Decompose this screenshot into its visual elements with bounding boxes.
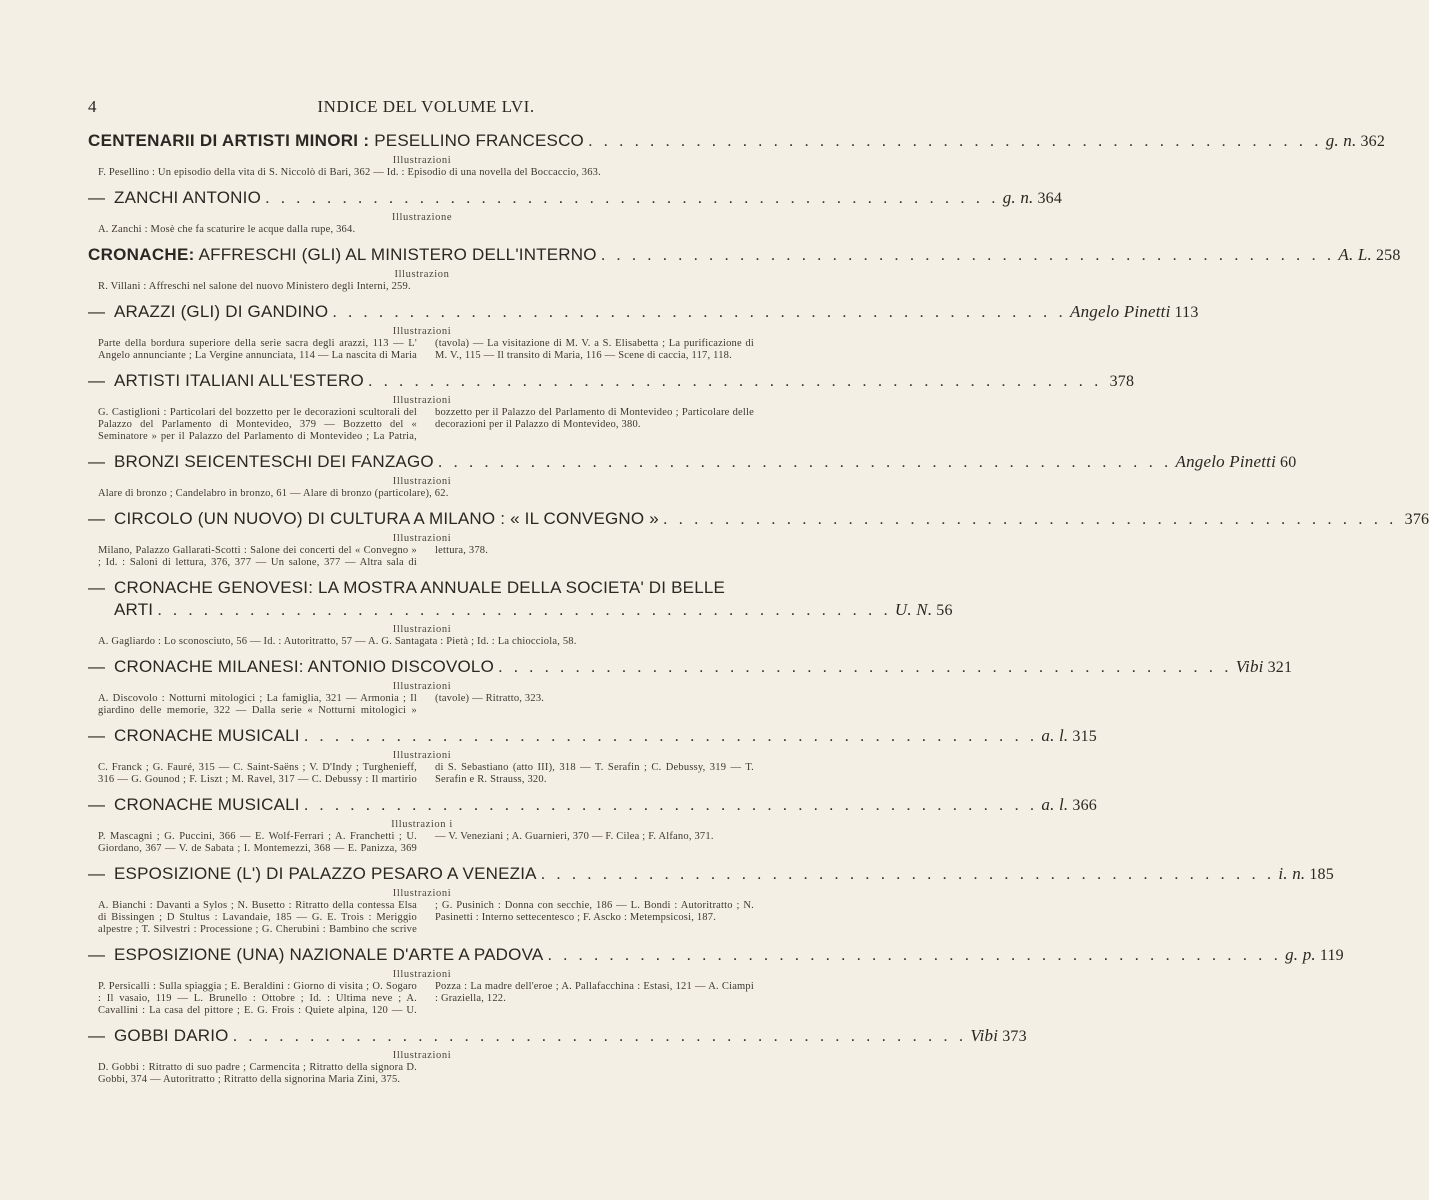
illustrations-label: Illustrazione: [391, 212, 453, 223]
entry-page-number: 113: [1174, 304, 1199, 321]
index-entry: [88, 577, 953, 648]
entry-page-number: 56: [936, 602, 953, 619]
illustrations-label: Illustrazioni: [392, 395, 452, 406]
illustrations-description: A. Discovolo : Notturni mitologici ; La famiglia, 321 — Armonia ; Il giardino delle memorie, 322 — Dalla serie « Notturni mitologici » (tavole) — Ritratto, 323.: [98, 693, 545, 716]
leader-dots: . . . . . . . . . . . . . . . . . . . . . . . . . . . . . . . . . . . . . . . . . . . . . . . .: [232, 1026, 967, 1045]
illustrations-label: Illustrazioni: [392, 326, 452, 337]
leader-dots: . . . . . . . . . . . . . . . . . . . . . . . . . . . . . . . . . . . . . . . . . . . . . . . .: [303, 795, 1038, 814]
entry-dash: —: [88, 302, 106, 321]
index-entry: [88, 244, 1401, 293]
entry-page-number: 258: [1375, 247, 1401, 264]
entry-title: PESELLINO FRANCESCO: [369, 131, 584, 150]
entry-title: CRONACHE MUSICALI: [114, 726, 300, 745]
entry-title-line: [88, 187, 1063, 210]
illustrations-description: Alare di bronzo ; Candelabro in bronzo, 61 — Alare di bronzo (particolare), 62.: [98, 488, 449, 499]
entry-dash: —: [88, 726, 106, 745]
entry-page-number: 119: [1319, 947, 1344, 964]
entry-dash: —: [88, 1026, 106, 1045]
leader-dots: . . . . . . . . . . . . . . . . . . . . . . . . . . . . . . . . . . . . . . . . . . . . . . . .: [367, 371, 1102, 390]
illustrations-description: Milano, Palazzo Gallarati-Scotti : Salone dei concerti del « Convegno » ; Id. : Saloni di lettura, 376, 377 — Un salone, 377 — Altra sala di lettura, 378.: [98, 545, 489, 568]
entry-title: ESPOSIZIONE (UNA) NAZIONALE D'ARTE A PADOVA: [114, 945, 544, 964]
entry-title-line: [88, 944, 1344, 967]
page-header: [88, 97, 754, 117]
entry-author: Vibi: [1235, 657, 1264, 676]
leader-dots: . . . . . . . . . . . . . . . . . . . . . . . . . . . . . . . . . . . . . . . . . . . . . . . .: [547, 945, 1282, 964]
entry-dash: —: [88, 452, 106, 471]
entry-title: ARTI: [114, 600, 154, 619]
entry-page-number: 315: [1072, 728, 1097, 745]
index-entry: [88, 1025, 1027, 1086]
entry-title: ARAZZI (GLI) DI GANDINO: [114, 302, 329, 321]
illustrations-label: Illustrazioni: [392, 476, 452, 487]
entry-title: CRONACHE GENOVESI: LA MOSTRA ANNUALE DELLA SOCIETA' DI BELLE: [114, 578, 726, 597]
entry-title-continuation: [88, 599, 953, 622]
entry-dash: —: [88, 371, 106, 390]
index-entry: [88, 863, 1334, 936]
entry-dash: —: [88, 578, 106, 597]
illustrations-description: P. Persicalli : Sulla spiaggia ; E. Beraldini : Giorno di visita ; O. Sogaro : Il vasaio, 119 — L. Brunello : Ottobre ; Id. : Ultima neve ; A. Cavallini : La casa del pittore ; E. G. Frois : Quiete alpina, 120 — U. Pozza : La madre dell'eroe ; A. Pallafacchina : Estasi, 121 — A. Ciampi : Graziella, 122.: [98, 981, 754, 1016]
entry-title-line: [88, 451, 1297, 474]
index-entry: [88, 301, 1199, 362]
index-entry: [88, 944, 1344, 1017]
illustrations-label: Illustrazioni: [392, 681, 452, 692]
entry-title-line: [88, 370, 1135, 393]
illustrations-label: Illustrazioni: [392, 155, 452, 166]
entry-author: i. n.: [1278, 864, 1306, 883]
entry-title-line: [88, 577, 756, 599]
entry-page-number: 321: [1267, 659, 1293, 676]
entry-author: g. n.: [1002, 188, 1034, 207]
entry-author: a. l.: [1041, 726, 1069, 745]
section-heading: CENTENARII DI ARTISTI MINORI :: [88, 131, 370, 150]
leader-dots: . . . . . . . . . . . . . . . . . . . . . . . . . . . . . . . . . . . . . . . . . . . . . . . .: [303, 726, 1038, 745]
illustrations-description: Parte della bordura superiore della serie sacra degli arazzi, 113 — L' Angelo annunciante ; La Vergine annunciata, 114 — La nascita di Maria (tavola) — La visitazione di M. V. a S. Elisabetta ; La purificazione di M. V., 115 — Il transito di Maria, 116 — Scene di caccia, 117, 118.: [98, 338, 754, 361]
illustrations-label: Illustrazioni: [392, 888, 452, 899]
page-number: 4: [88, 97, 97, 116]
entry-page-number: 378: [1109, 373, 1135, 390]
leader-dots: . . . . . . . . . . . . . . . . . . . . . . . . . . . . . . . . . . . . . . . . . . . . . . . .: [498, 657, 1232, 676]
entry-page-number: 362: [1360, 133, 1386, 150]
illustrations-description: D. Gobbi : Ritratto di suo padre ; Carmencita ; Ritratto della signora D. Gobbi, 374 — Autoritratto ; Ritratto della signorina Maria Zini, 375.: [98, 1062, 417, 1085]
leader-dots: . . . . . . . . . . . . . . . . . . . . . . . . . . . . . . . . . . . . . . . . . . . . . . . .: [157, 600, 891, 619]
leader-dots: . . . . . . . . . . . . . . . . . . . . . . . . . . . . . . . . . . . . . . . . . . . . . . . .: [540, 864, 1275, 883]
entry-author: U. N.: [894, 600, 933, 619]
illustrations-label: Illustrazioni: [392, 533, 452, 544]
entry-title: ARTISTI ITALIANI ALL'ESTERO: [114, 371, 364, 390]
illustrations-description: R. Villani : Affreschi nel salone del nuovo Ministero degli Interni, 259.: [98, 281, 411, 292]
illustrations-description: C. Franck ; G. Fauré, 315 — C. Saint-Saëns ; V. D'Indy ; Turghenieff, 316 — G. Gounod ; F. Liszt ; M. Ravel, 317 — C. Debussy : Il martirio di S. Sebastiano (atto III), 318 — T. Serafin ; C. Debussy, 319 — T. Serafin e R. Strauss, 320.: [98, 762, 754, 785]
leader-dots: . . . . . . . . . . . . . . . . . . . . . . . . . . . . . . . . . . . . . . . . . . . . . . . .: [600, 245, 1335, 264]
illustrations-label: Illustrazioni: [392, 969, 452, 980]
entry-page-number: 60: [1280, 454, 1297, 471]
index-entry: [88, 656, 1293, 717]
entry-title-line: [88, 725, 1097, 748]
entry-dash: —: [88, 188, 106, 207]
index-entry: [88, 794, 1097, 855]
illustrations-description: P. Mascagni ; G. Puccini, 366 — E. Wolf-Ferrari ; A. Franchetti ; U. Giordano, 367 — V. de Sabata ; I. Montemezzi, 368 — E. Panizza, 369 — V. Veneziani ; A. Guarnieri, 370 — F. Cilea ; F. Alfano, 371.: [98, 831, 714, 854]
entry-page-number: 376: [1404, 511, 1429, 528]
entry-title: AFFRESCHI (GLI) AL MINISTERO DELL'INTERNO: [194, 245, 597, 264]
entry-title: GOBBI DARIO: [114, 1026, 229, 1045]
entry-author: Angelo Pinetti: [1069, 302, 1171, 321]
entry-title-line: [88, 130, 1386, 153]
entry-dash: —: [88, 945, 106, 964]
entry-title-line: [88, 508, 1429, 531]
illustrations-label: Illustrazioni: [392, 750, 452, 761]
entry-title-line: [88, 794, 1097, 817]
index-entry: [88, 451, 1297, 500]
illustrations-description: A. Bianchi : Davanti a Sylos ; N. Busetto : Ritratto della contessa Elsa di Bissingen ; D Stultus : Lavandaie, 185 — G. E. Trois : Meriggio alpestre ; T. Silvestri : Processione ; G. Cherubini : Bambino che scrive ; G. Pusinich : Donna con secchie, 186 — L. Bondi : Autoritratto ; N. Pasinetti : Interno settecentesco ; F. Ascko : Metempsicosi, 187.: [98, 900, 754, 935]
leader-dots: . . . . . . . . . . . . . . . . . . . . . . . . . . . . . . . . . . . . . . . . . . . . . . . .: [437, 452, 1172, 471]
entry-title-line: [88, 1025, 1027, 1048]
entry-author: a. l.: [1041, 795, 1069, 814]
entry-page-number: 185: [1309, 866, 1334, 883]
illustrations-description: A. Gagliardo : Lo sconosciuto, 56 — Id. : Autoritratto, 57 — A. G. Santagata : Pietà ; Id. : La chiocciola, 58.: [98, 636, 577, 647]
entry-title-line: [88, 244, 1401, 267]
entry-dash: —: [88, 864, 106, 883]
entry-author: Angelo Pinetti: [1175, 452, 1277, 471]
entry-title: CRONACHE MILANESI: ANTONIO DISCOVOLO: [114, 657, 495, 676]
entry-author: g. p.: [1285, 945, 1316, 964]
illustrations-description: F. Pesellino : Un episodio della vita di S. Niccolò di Bari, 362 — Id. : Episodio di una novella del Boccaccio, 363.: [98, 167, 601, 178]
leader-dots: . . . . . . . . . . . . . . . . . . . . . . . . . . . . . . . . . . . . . . . . . . . . . . . .: [587, 131, 1322, 150]
entry-page-number: 364: [1037, 190, 1063, 207]
entry-dash: —: [88, 795, 106, 814]
entry-title-line: [88, 863, 1334, 886]
entry-title-line: [88, 656, 1293, 679]
illustrations-label: Illustrazioni: [392, 1050, 452, 1061]
entry-author: Vibi: [970, 1026, 999, 1045]
leader-dots: . . . . . . . . . . . . . . . . . . . . . . . . . . . . . . . . . . . . . . . . . . . . . . . .: [662, 509, 1397, 528]
entry-page-number: 373: [1002, 1028, 1027, 1045]
index-entry: [88, 370, 1135, 443]
leader-dots: . . . . . . . . . . . . . . . . . . . . . . . . . . . . . . . . . . . . . . . . . . . . . . . .: [265, 188, 999, 207]
section-heading: CRONACHE:: [88, 245, 195, 264]
leader-dots: . . . . . . . . . . . . . . . . . . . . . . . . . . . . . . . . . . . . . . . . . . . . . . . .: [332, 302, 1066, 321]
page-title: INDICE DEL VOLUME LVI.: [317, 97, 535, 116]
index-entry: [88, 187, 1063, 236]
entry-dash: —: [88, 657, 106, 676]
entry-author: A. L.: [1338, 245, 1372, 264]
index-entry: [88, 508, 1429, 569]
entry-page-number: 366: [1072, 797, 1097, 814]
entry-title: CRONACHE MUSICALI: [114, 795, 300, 814]
entry-title: CIRCOLO (UN NUOVO) DI CULTURA A MILANO : « IL CONVEGNO »: [114, 509, 659, 528]
illustrations-label: Illustrazion: [394, 269, 450, 280]
index-entry: [88, 130, 1386, 179]
entry-title: BRONZI SEICENTESCHI DEI FANZAGO: [114, 452, 434, 471]
illustrations-description: A. Zanchi : Mosè che fa scaturire le acque dalla rupe, 364.: [98, 224, 356, 235]
entry-dash: —: [88, 509, 106, 528]
entry-title-line: [88, 301, 1199, 324]
illustrations-description: G. Castiglioni : Particolari del bozzetto per le decorazioni scultorali del Palazzo del Parlamento di Montevideo, 379 — Bozzetto del « Seminatore » per il Palazzo del Parlamento di Montevideo ; La Patria, bozzetto per il Palazzo del Parlamento di Montevideo ; Particolare delle decorazioni per il Palazzo di Montevideo, 380.: [98, 407, 754, 442]
illustrations-label: Illustrazion i: [391, 819, 453, 830]
entry-title: ZANCHI ANTONIO: [114, 188, 262, 207]
entry-title: ESPOSIZIONE (L') DI PALAZZO PESARO A VENEZIA: [114, 864, 537, 883]
entry-author: g. n.: [1325, 131, 1357, 150]
index-entry: [88, 725, 1097, 786]
illustrations-label: Illustrazioni: [392, 624, 452, 635]
index-list: [88, 130, 1429, 1094]
